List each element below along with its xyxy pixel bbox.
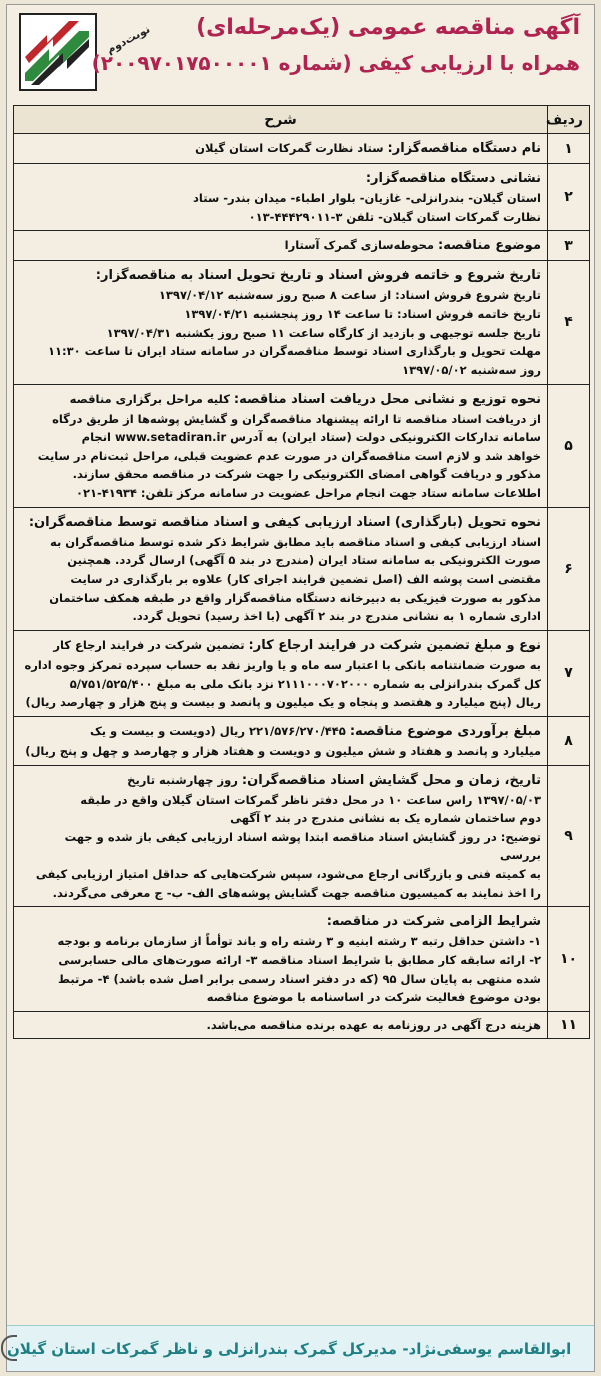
notice-title: آگهی مناقصه عمومی (یک‌مرحله‌ای) — [196, 15, 580, 40]
row-number: ۷ — [548, 630, 590, 716]
row-text-line: کل گمرک بندرانزلی به شماره ۲۱۱۱۰۰۰۷۰۲۰۰۰ نزد بانک ملی به مبلغ ۵/۷۵۱/۵۲۵/۴۰۰ — [69, 676, 541, 691]
row-text-line: نظارت گمرکات استان گیلان- تلفن ۳-۴۴۴۲۹۰۱۱-۰۱۳ — [248, 209, 541, 224]
row-label: نحوه تحویل (بارگذاری) اسناد ارزیابی کیفی و اسناد مناقصه توسط مناقصه‌گران: — [28, 514, 541, 530]
row-label: تاریخ، زمان و محل گشایش اسناد مناقصه‌گران: — [241, 772, 541, 788]
customs-logo-icon — [19, 13, 97, 91]
row-number: ۱۱ — [548, 1011, 590, 1039]
row-text-line: مقتضی است پوشه الف (اصل تضمین فرایند اجرای کار) علاوه بر بارگذاری در سایت — [70, 572, 541, 587]
row-description — [14, 134, 548, 164]
row-text-line: تاریخ خاتمه فروش اسناد: تا ساعت ۱۴ روز پنجشنبه ۱۳۹۷/۰۴/۲۱ — [184, 307, 541, 322]
row-text-line: مذکور به صورت فیزیکی به دبیرخانه دستگاه مناقصه‌گزار واقع در طبقه همکف ساختمان — [49, 590, 541, 605]
row-text-line: روز چهارشنبه تاریخ — [127, 772, 238, 787]
row-text-line: را اخذ نمایند به کمیسیون مناقصه جهت گشایش پوشه‌های الف- ب- ج معرفی می‌گردند. — [52, 885, 541, 900]
row-description — [14, 1011, 548, 1039]
notice-header — [7, 5, 594, 101]
row-text-line: اسناد ارزیابی کیفی و اسناد مناقصه باید مطابق شرایط ذکر شده توسط مناقصه‌گران به — [49, 534, 541, 549]
tender-notice-page — [6, 4, 595, 1372]
column-header-description: شرح — [14, 106, 548, 134]
row-number: ۶ — [548, 507, 590, 630]
table-row — [14, 765, 590, 907]
row-text-line: صورت الکترونیکی به سامانه ستاد ایران (مندرج در بند ۵ آگهی) ارسال گردد. همچنین — [67, 553, 541, 568]
table-row — [14, 384, 590, 507]
row-text-line: اطلاعات سامانه ستاد جهت انجام مراحل عضویت در سامانه مرکز تلفن: ۴۱۹۳۴-۰۲۱ — [75, 486, 541, 501]
row-number: ۵ — [548, 384, 590, 507]
table-row — [14, 261, 590, 384]
table-row — [14, 507, 590, 630]
table-row — [14, 716, 590, 765]
row-label: تاریخ شروع و خاتمه فروش اسناد و تاریخ تحویل اسناد به مناقصه‌گزار: — [95, 268, 541, 284]
row-text-line: استان گیلان- بندرانزلی- غازیان- بلوار اطباء- میدان بندر- ستاد — [193, 191, 541, 206]
row-label: نشانی دستگاه مناقصه‌گزار: — [365, 171, 541, 187]
row-label: موضوع مناقصه: — [438, 238, 541, 254]
row-description — [14, 164, 548, 231]
row-text-line: روز سه‌شنبه ۱۳۹۷/۰۵/۰۲ — [402, 362, 541, 377]
table-header-row — [14, 106, 590, 134]
row-number: ۹ — [548, 765, 590, 907]
row-number: ۱۰ — [548, 907, 590, 1012]
row-text-line: ۱۳۹۷/۰۵/۰۳ راس ساعت ۱۰ در محل دفتر ناظر گمرکات استان گیلان واقع در طبقه — [80, 792, 541, 807]
row-number: ۴ — [548, 261, 590, 384]
row-text-line: محوطه‌سازی گمرک آستارا — [284, 238, 435, 253]
row-label: شرایط الزامی شرکت در مناقصه: — [326, 914, 541, 930]
row-text-line: ستاد نظارت گمرکات استان گیلان — [195, 141, 384, 155]
row-text-line: ۲۲۱/۵۷۶/۲۷۰/۴۴۵ ریال (دویست و بیست و یک — [89, 723, 346, 738]
row-text-line: ریال (پنج میلیارد و هفتصد و پنجاه و یک میلیون و پانصد و بیست و پنج هزار و چهارصد ریال) — [25, 695, 541, 710]
row-text-line: هزینه درج آگهی در روزنامه به عهده برنده مناقصه می‌باشد. — [206, 1017, 541, 1032]
signature-footer — [7, 1325, 594, 1371]
round-badge: نوبت‌دوم — [104, 22, 152, 56]
row-text-line: به صورت ضمانتنامه بانکی با اعتبار سه ماه و یا واریز نقد به حساب سپرده تمرکز وجوه اداره — [24, 657, 541, 672]
row-text-line: از دریافت اسناد مناقصه تا ارائه پیشنهاد مناقصه‌گران و گشایش پوشه‌ها از طریق درگاه — [52, 411, 541, 426]
table-row — [14, 231, 590, 261]
row-label: مبلغ برآوردی موضوع مناقصه: — [349, 723, 541, 739]
table-row — [14, 907, 590, 1012]
table-body — [14, 134, 590, 1039]
page-corner-mark — [1, 1335, 17, 1361]
row-text-line: تضمین شرکت در فرایند ارجاع کار — [53, 637, 245, 652]
row-text-line: دوم ساختمان شماره یک به نشانی مندرج در بند ۲ آگهی — [230, 811, 541, 826]
notice-subtitle: همراه با ارزیابی کیفی (شماره ۲۰۰۹۷۰۱۷۵۰۰۰۰۱) — [91, 51, 580, 75]
row-description — [14, 384, 548, 507]
row-label: نحوه توزیع و نشانی محل دریافت اسناد مناقصه: — [233, 391, 541, 407]
row-label: نام دستگاه مناقصه‌گزار: — [387, 141, 541, 156]
signature-text: ابوالقاسم یوسفی‌نژاد- مدیرکل گمرک بندرانزلی و ناظر گمرکات استان گیلان — [7, 1339, 572, 1358]
row-text-line: شده منتهی به پایان سال ۹۵ (که در دفتر اسناد رسمی برابر اصل شده باشد) ۴- مرتبط — [58, 971, 541, 986]
row-description — [14, 261, 548, 384]
row-number: ۲ — [548, 164, 590, 231]
row-text-line: تاریخ جلسه توجیهی و بازدید از کارگاه ساعت ۱۱ صبح روز یکشنبه ۱۳۹۷/۰۴/۳۱ — [106, 325, 541, 340]
row-text-line: بودن موضوع فعالیت شرکت در اساسنامه با موضوع مناقصه — [206, 990, 541, 1005]
row-text-line: خواهد شد و لازم است مناقصه‌گران در صورت عدم عضویت قبلی، مراحل ثبت‌نام در سایت — [37, 448, 541, 463]
row-description — [14, 716, 548, 765]
table-row — [14, 164, 590, 231]
column-header-row: ردیف — [548, 106, 590, 134]
row-description — [14, 231, 548, 261]
row-number: ۱ — [548, 134, 590, 164]
row-description — [14, 630, 548, 716]
tender-table — [13, 105, 590, 1039]
table-row — [14, 1011, 590, 1039]
row-number: ۸ — [548, 716, 590, 765]
row-description — [14, 907, 548, 1012]
row-text-line: سامانه تدارکات الکترونیکی دولت (ستاد ایران) به آدرس www.setadiran.ir انجام — [81, 430, 541, 445]
row-description — [14, 765, 548, 907]
table-row — [14, 630, 590, 716]
row-text-line: توضیح: در روز گشایش اسناد مناقصه ابتدا پوشه اسناد ارزیابی کیفی باز شده و جهت بررسی — [64, 829, 541, 863]
table-row — [14, 134, 590, 164]
row-text-line: مذکور و دریافت گواهی امضای الکترونیکی را جهت شرکت در مناقصه محقق سازند. — [72, 467, 541, 482]
row-text-line: ۲- ارائه سابقه کار مطابق با شرایط اسناد مناقصه ۳- ارائه صورت‌های مالی حسابرسی — [58, 952, 541, 967]
row-description — [14, 507, 548, 630]
row-text-line: به کمیته فنی و بازرگانی ارجاع می‌شود، سپس شرکت‌هایی که حداقل امتیاز ارزیابی کیفی — [35, 867, 541, 882]
row-text-line: تاریخ شروع فروش اسناد: از ساعت ۸ صبح روز سه‌شنبه ۱۳۹۷/۰۴/۱۲ — [158, 288, 541, 303]
row-text-line: ۱- داشتن حداقل رتبه ۳ رشته ابنیه و ۳ رشته راه و باند توأماً از سازمان برنامه و بودجه — [57, 934, 541, 949]
row-text-line: میلیارد و پانصد و هفتاد و شش میلیون و دویست و هفتاد هزار و چهارصد و چهل و پنج ریال) — [25, 743, 541, 758]
row-text-line: کلیه مراحل برگزاری مناقصه — [69, 391, 230, 406]
row-label: نوع و مبلغ تضمین شرکت در فرایند ارجاع کار: — [248, 637, 541, 653]
row-number: ۳ — [548, 231, 590, 261]
row-text-line: اداری شماره ۱ به نشانی مندرج در بند ۲ آگهی (با اخذ رسید) تحویل گردد. — [132, 609, 541, 624]
row-text-line: مهلت تحویل و بارگذاری اسناد توسط مناقصه‌گران در سامانه ستاد ایران تا ساعت ۱۱:۳۰ — [47, 344, 541, 359]
